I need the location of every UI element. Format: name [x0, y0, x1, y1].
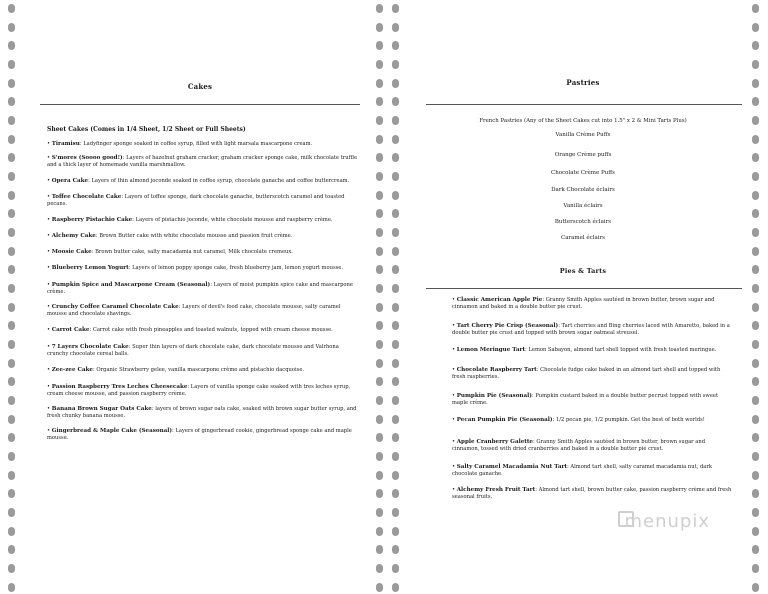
- binder-hole-icon: [752, 359, 759, 368]
- binder-hole-icon: [392, 135, 399, 144]
- item-description: : Ladyfinger sponge soaked in coffee syrup, filled with light marsala mascarpone cream.: [79, 141, 313, 147]
- binder-hole-icon: [376, 209, 383, 218]
- binder-hole-icon: [392, 359, 399, 368]
- bullet: •: [452, 347, 457, 353]
- binder-hole-icon: [376, 527, 383, 536]
- binder-hole-icon: [392, 228, 399, 237]
- item-description: : Layers of toffee sponge, dark chocolate ganache, butterscotch caramel and toasted pecans.: [47, 194, 345, 207]
- binder-hole-icon: [8, 172, 15, 181]
- list-item: [47, 233, 359, 240]
- list-item: [47, 265, 359, 272]
- binder-hole-icon: [376, 4, 383, 13]
- binder-hole-icon: [752, 153, 759, 162]
- item-description: : Chocolate fudge cake baked in an almond tart shell and topped with fresh raspberries.: [452, 367, 721, 380]
- binder-hole-icon: [8, 60, 15, 69]
- item-description: : Layers of hazelnut graham cracker, graham cracker sponge cake, milk chocolate truffle and a thick layer of homemade vanilla marshmallow.: [47, 155, 358, 168]
- bullet: •: [47, 194, 52, 200]
- binder-hole-icon: [392, 97, 399, 106]
- bullet: •: [47, 406, 52, 412]
- binder-hole-icon: [376, 471, 383, 480]
- item-name: Carrot Cake: [51, 327, 90, 333]
- item-name: Crunchy Coffee Caramel Chocolate Cake: [51, 304, 179, 310]
- binder-hole-icon: [8, 303, 15, 312]
- binder-hole-icon: [392, 79, 399, 88]
- binder-hole-icon: [8, 377, 15, 386]
- list-item: [452, 439, 734, 453]
- pastry-item: Orange Crème puffs: [554, 152, 612, 158]
- bullet: •: [47, 141, 52, 147]
- binder-hole-icon: [376, 583, 383, 592]
- binder-hole-icon: [8, 228, 15, 237]
- item-name: Passion Raspberry Tres Leches Cheesecake: [51, 384, 188, 390]
- item-description: : 1/2 pecan pie, 1/2 pumpkin. Get the best of both worlds!: [552, 417, 705, 423]
- binder-hole-icon: [392, 396, 399, 405]
- list-item: [452, 464, 734, 478]
- binder-hole-icon: [376, 228, 383, 237]
- item-description: : Layers of thin almond joconde soaked in coffee syrup, chocolate ganache and coffee buttercream.: [88, 178, 350, 184]
- binder-hole-icon: [752, 527, 759, 536]
- item-name: Apple Cranberry Galette: [456, 439, 533, 445]
- binder-hole-icon: [376, 545, 383, 554]
- item-description: : Layers of vanilla sponge cake soaked with tres leches syrup, cream cheese mousse, and passion raspberry crème.: [47, 384, 351, 397]
- bullet: •: [452, 417, 457, 423]
- binder-hole-icon: [376, 116, 383, 125]
- item-description: : Lemon Sabayon, almond tart shell topped with fresh toasted meringue.: [525, 347, 717, 353]
- binder-hole-icon: [392, 340, 399, 349]
- binder-hole-icon: [376, 415, 383, 424]
- item-name: Alchemy Cake: [51, 233, 96, 239]
- bullet: •: [452, 297, 457, 303]
- binder-hole-icon: [752, 340, 759, 349]
- binder-hole-icon: [752, 265, 759, 274]
- item-name: Raspberry Pistachio Cake: [51, 217, 133, 223]
- binder-hole-icon: [752, 303, 759, 312]
- binder-hole-icon: [392, 321, 399, 330]
- binder-hole-icon: [752, 583, 759, 592]
- binder-hole-icon: [8, 508, 15, 517]
- list-item: [47, 217, 359, 224]
- bullet: •: [452, 367, 457, 373]
- binder-hole-icon: [392, 583, 399, 592]
- binder-hole-icon: [376, 359, 383, 368]
- item-name: S'mores (Soooo good!): [51, 155, 123, 161]
- binder-hole-icon: [8, 153, 15, 162]
- pies-tarts-title: Pies & Tarts: [559, 267, 607, 275]
- item-description: : layers of brown sugar oats cake, soaked with brown sugar butter syrup, and fresh chunky banana mousse.: [47, 406, 357, 419]
- binder-hole-icon: [376, 135, 383, 144]
- binder-hole-icon: [376, 508, 383, 517]
- item-description: : Almond tart shell, salty caramel macadamia nut, dark chocolate ganache.: [452, 464, 713, 477]
- binder-hole-icon: [752, 396, 759, 405]
- binder-hole-icon: [8, 116, 15, 125]
- binder-hole-icon: [8, 321, 15, 330]
- binder-hole-icon: [376, 377, 383, 386]
- binder-hole-icon: [8, 97, 15, 106]
- binder-hole-icon: [752, 79, 759, 88]
- bullet: •: [47, 155, 52, 161]
- pies-tarts-divider: [426, 288, 742, 289]
- binder-hole-icon: [8, 452, 15, 461]
- binder-hole-icon: [752, 489, 759, 498]
- list-item: [47, 367, 359, 374]
- list-item: [47, 155, 359, 169]
- binder-hole-icon: [376, 340, 383, 349]
- pastries-divider: [426, 104, 742, 105]
- binder-hole-icon: [752, 23, 759, 32]
- binder-hole-icon: [376, 153, 383, 162]
- binder-hole-icon: [752, 209, 759, 218]
- watermark-text: menupix: [624, 511, 710, 532]
- item-name: Pumpkin Spice and Mascarpone Cream (Seasonal): [51, 282, 211, 288]
- item-description: : Granny Smith Apples sautéed in brown butter, brown sugar and cinnamon, tossed with dried cranberries and baked in a double butter pie crust.: [452, 439, 706, 452]
- binder-hole-icon: [8, 41, 15, 50]
- binder-hole-icon: [752, 377, 759, 386]
- binder-hole-icon: [752, 4, 759, 13]
- binder-hole-icon: [8, 433, 15, 442]
- list-item: [452, 323, 734, 337]
- bullet: •: [47, 367, 52, 373]
- binder-hole-icon: [392, 489, 399, 498]
- binder-hole-icon: [376, 321, 383, 330]
- binder-hole-icon: [376, 41, 383, 50]
- item-description: : Granny Smith Apples sautéed in brown butter, brown sugar and cinnamon and baked in a double butter pie crust.: [452, 297, 715, 310]
- binder-hole-icon: [376, 265, 383, 274]
- binder-hole-icon: [376, 23, 383, 32]
- list-item: [47, 406, 359, 420]
- binder-hole-icon: [392, 191, 399, 200]
- item-description: : Layers of lemon poppy sponge cake, fresh blueberry jam, lemon yogurt mousse.: [128, 265, 343, 271]
- list-item: [47, 384, 359, 398]
- item-name: Classic American Apple Pie: [456, 297, 543, 303]
- item-name: Tart Cherry Pie Crisp (Seasonal): [456, 323, 559, 329]
- sheet-cakes-subtitle: Sheet Cakes (Comes in 1/4 Sheet, 1/2 Sheet or Full Sheets): [47, 126, 246, 133]
- pastry-item: Dark Chocolate éclairs: [551, 187, 615, 193]
- binder-hole-icon: [8, 396, 15, 405]
- binder-hole-icon: [392, 527, 399, 536]
- binder-hole-icon: [752, 433, 759, 442]
- cakes-divider: [40, 104, 360, 105]
- item-name: Pecan Pumpkin Pie (Seasonal): [456, 417, 553, 423]
- item-name: Tiramisu: [51, 141, 80, 147]
- binder-hole-icon: [752, 191, 759, 200]
- item-description: : Brown Butter cake with white chocolate mousse and passion fruit crème.: [95, 233, 293, 239]
- binder-holes-left: [8, 4, 17, 592]
- bullet: •: [47, 428, 52, 434]
- binder-hole-icon: [376, 564, 383, 573]
- binder-hole-icon: [752, 60, 759, 69]
- pastries-title: Pastries: [566, 78, 600, 87]
- binder-hole-icon: [392, 4, 399, 13]
- item-name: Banana Brown Sugar Oats Cake: [51, 406, 152, 412]
- item-description: : Super thin layers of dark chocolate cake, dark chocolate mousse and Valrhona crunchy chocolate cereal balls.: [47, 344, 339, 357]
- binder-hole-icon: [752, 545, 759, 554]
- binder-hole-icon: [752, 41, 759, 50]
- item-name: Blueberry Lemon Yogurt: [51, 265, 129, 271]
- binder-hole-icon: [392, 452, 399, 461]
- binder-hole-icon: [392, 433, 399, 442]
- item-name: Pumpkin Pie (Seasonal): [456, 393, 532, 399]
- binder-hole-icon: [8, 209, 15, 218]
- bullet: •: [47, 217, 52, 223]
- binder-holes-right: [752, 4, 761, 592]
- item-description: : Carrot cake with fresh pineapples and toasted walnuts, topped with cream cheese mousse.: [89, 327, 333, 333]
- binder-hole-icon: [8, 415, 15, 424]
- binder-hole-icon: [752, 564, 759, 573]
- binder-hole-icon: [392, 471, 399, 480]
- binder-hole-icon: [752, 508, 759, 517]
- binder-hole-icon: [392, 303, 399, 312]
- list-item: [452, 393, 734, 407]
- list-item: [47, 282, 359, 296]
- binder-hole-icon: [752, 471, 759, 480]
- bullet: •: [47, 249, 52, 255]
- item-name: Salty Caramel Macadamia Nut Tart: [456, 464, 567, 470]
- item-name: Lemon Meringue Tart: [456, 347, 526, 353]
- item-name: Chocolate Raspberry Tart: [456, 367, 537, 373]
- binder-hole-icon: [8, 4, 15, 13]
- pastry-item: Vanilla Crème Puffs: [555, 132, 611, 138]
- binder-hole-icon: [8, 79, 15, 88]
- binder-hole-icon: [8, 471, 15, 480]
- binder-hole-icon: [376, 303, 383, 312]
- binder-hole-icon: [392, 545, 399, 554]
- item-name: Moosie Cake: [51, 249, 92, 255]
- binder-hole-icon: [376, 452, 383, 461]
- binder-hole-icon: [392, 23, 399, 32]
- binder-hole-icon: [392, 508, 399, 517]
- list-item: [452, 487, 734, 501]
- binder-hole-icon: [392, 415, 399, 424]
- binder-hole-icon: [8, 265, 15, 274]
- bullet: •: [47, 282, 52, 288]
- bullet: •: [452, 464, 457, 470]
- binder-hole-icon: [752, 321, 759, 330]
- bullet: •: [47, 384, 52, 390]
- binder-hole-icon: [376, 97, 383, 106]
- binder-hole-icon: [8, 583, 15, 592]
- binder-hole-icon: [752, 284, 759, 293]
- item-name: Opera Cake: [51, 178, 89, 184]
- item-description: : Tart cherries and Bing cherries laced with Amaretto, baked in a double butter pie crust and topped with brown sugar oatmeal streusel.: [452, 323, 730, 336]
- binder-hole-icon: [392, 60, 399, 69]
- bullet: •: [47, 304, 52, 310]
- binder-hole-icon: [376, 433, 383, 442]
- list-item: [47, 249, 359, 256]
- item-name: Toffee Chocolate Cake: [51, 194, 122, 200]
- binder-hole-icon: [376, 489, 383, 498]
- pastries-page: [418, 0, 748, 594]
- cakes-title: Cakes: [187, 82, 213, 91]
- binder-hole-icon: [392, 172, 399, 181]
- item-description: : Layers of moist pumpkin spice cake and mascarpone crème.: [47, 282, 353, 295]
- item-description: : Brown butter cake, salty macadamia nut caramel, Milk chocolate cremeux.: [91, 249, 293, 255]
- binder-hole-icon: [376, 396, 383, 405]
- binder-hole-icon: [392, 247, 399, 256]
- bullet: •: [47, 233, 52, 239]
- item-description: : Layers of pistachio joconde, white chocolate mousse and raspberry crème.: [132, 217, 333, 223]
- binder-hole-icon: [392, 265, 399, 274]
- binder-holes-center-left: [376, 4, 385, 592]
- binder-hole-icon: [752, 116, 759, 125]
- pastry-item: Caramel éclairs: [561, 235, 605, 241]
- binder-hole-icon: [8, 564, 15, 573]
- bullet: •: [452, 393, 457, 399]
- pastry-item: Vanilla éclairs: [563, 203, 603, 209]
- pastry-item: Butterscotch éclairs: [554, 219, 612, 225]
- item-name: Alchemy Fresh Fruit Tart: [456, 487, 536, 493]
- binder-hole-icon: [752, 415, 759, 424]
- binder-hole-icon: [392, 564, 399, 573]
- binder-hole-icon: [8, 527, 15, 536]
- list-item: [47, 428, 359, 442]
- pastry-item: Chocolate Crème Puffs: [551, 170, 615, 176]
- cakes-page: [30, 0, 370, 594]
- binder-hole-icon: [8, 135, 15, 144]
- item-name: 7 Layers Chocolate Cake: [51, 344, 129, 350]
- item-description: : Organic Strawberry gelee, vanilla mascarpone crème and pistachio dacquoise.: [93, 367, 305, 373]
- binder-hole-icon: [392, 377, 399, 386]
- french-pastries-subtitle: French Pastries (Any of the Sheet Cakes cut into 1.5" x 2 & Mini Tarts Plus): [479, 118, 687, 124]
- list-item: [452, 297, 734, 311]
- item-description: : Almond tart shell, brown butter cake, passion raspberry crème and fresh seasonal fruits.: [452, 487, 732, 500]
- binder-hole-icon: [392, 116, 399, 125]
- binder-hole-icon: [376, 60, 383, 69]
- list-item: [47, 178, 359, 185]
- list-item: [47, 194, 359, 208]
- binder-hole-icon: [392, 153, 399, 162]
- binder-hole-icon: [8, 340, 15, 349]
- bullet: •: [47, 344, 52, 350]
- binder-hole-icon: [8, 359, 15, 368]
- bullet: •: [47, 327, 52, 333]
- binder-hole-icon: [8, 247, 15, 256]
- binder-hole-icon: [392, 209, 399, 218]
- item-description: : Layers of gingerbread cookie, gingerbread sponge cake and maple mousse.: [47, 428, 352, 441]
- binder-hole-icon: [8, 23, 15, 32]
- binder-holes-center-right: [392, 4, 401, 592]
- list-item: [452, 367, 734, 381]
- list-item: [452, 347, 734, 354]
- bullet: •: [452, 323, 457, 329]
- binder-hole-icon: [8, 489, 15, 498]
- binder-hole-icon: [376, 284, 383, 293]
- binder-hole-icon: [376, 79, 383, 88]
- binder-hole-icon: [752, 172, 759, 181]
- bullet: •: [47, 178, 52, 184]
- binder-hole-icon: [392, 41, 399, 50]
- binder-hole-icon: [8, 545, 15, 554]
- list-item: [452, 417, 734, 424]
- item-description: : Pumpkin custard baked in a double butter pecrust topped with sweet maple crème.: [452, 393, 719, 406]
- bullet: •: [452, 487, 457, 493]
- binder-hole-icon: [8, 191, 15, 200]
- binder-hole-icon: [752, 452, 759, 461]
- bullet: •: [452, 439, 457, 445]
- list-item: [47, 304, 359, 318]
- binder-hole-icon: [376, 191, 383, 200]
- binder-hole-icon: [752, 247, 759, 256]
- list-item: [47, 344, 359, 358]
- binder-hole-icon: [752, 228, 759, 237]
- item-description: : Layers of devil's food cake, chocolate mousse, salty caramel mousse and chocolate shavings.: [47, 304, 341, 317]
- binder-hole-icon: [752, 97, 759, 106]
- item-name: Zee-zee Cake: [51, 367, 93, 373]
- binder-hole-icon: [752, 135, 759, 144]
- list-item: [47, 327, 359, 334]
- binder-hole-icon: [392, 284, 399, 293]
- bullet: •: [47, 265, 52, 271]
- binder-hole-icon: [376, 247, 383, 256]
- binder-hole-icon: [376, 172, 383, 181]
- item-name: Gingerbread & Maple Cake (Seasonal): [51, 428, 173, 434]
- list-item: [47, 141, 359, 148]
- binder-hole-icon: [8, 284, 15, 293]
